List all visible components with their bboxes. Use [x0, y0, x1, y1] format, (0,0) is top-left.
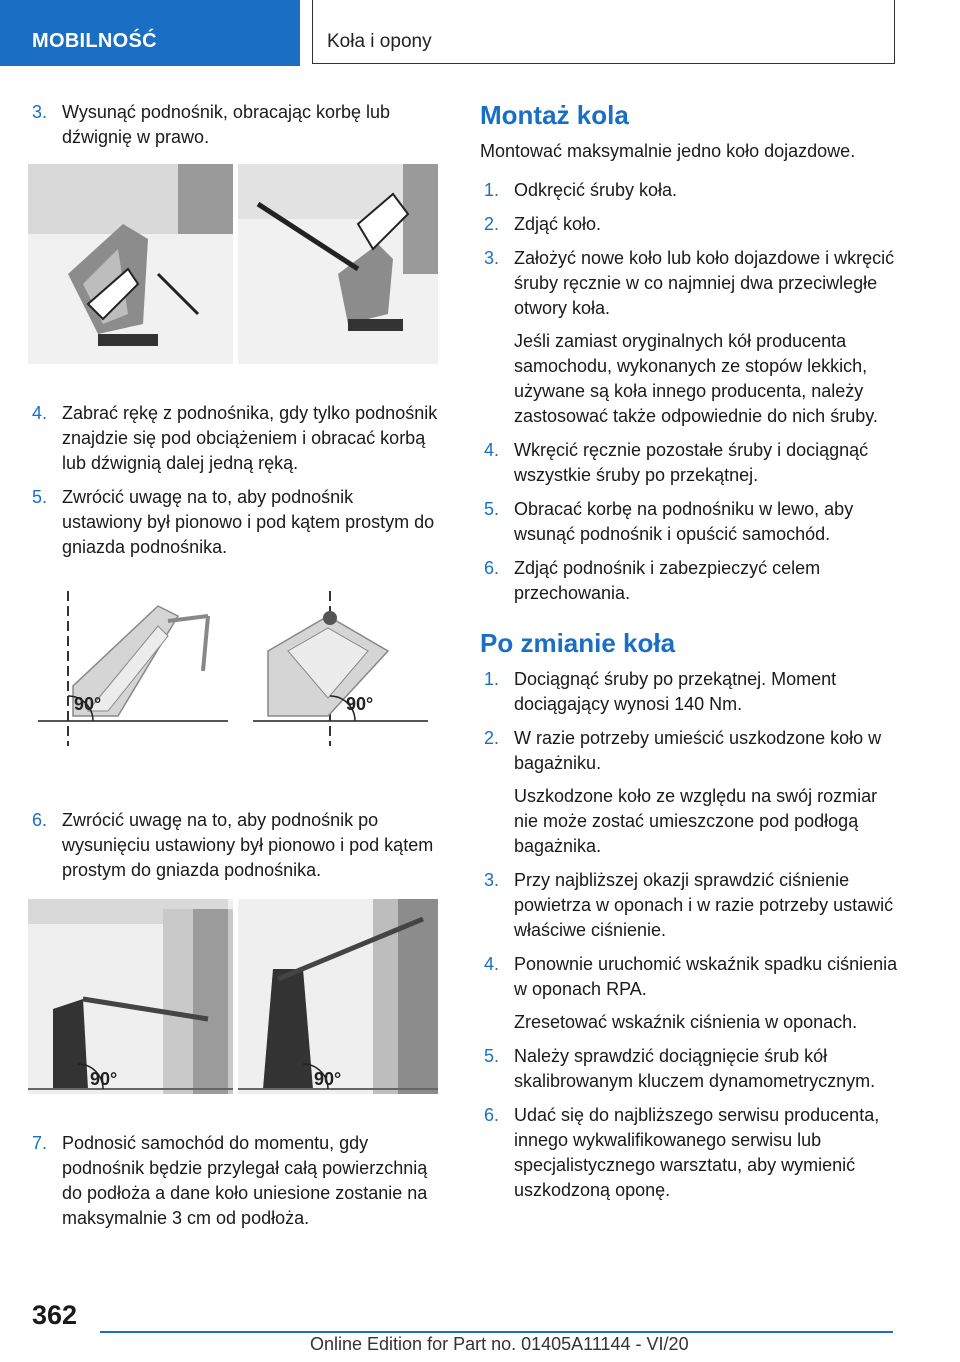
list-item [480, 212, 900, 237]
step-text: Zabrać rękę z podnośnika, gdy tylko podnośnik znajdzie się pod obciążeniem i obracać korbą lub dźwignią dalej jedną ręką. [62, 403, 438, 473]
jack-raise-illustration [28, 899, 438, 1094]
step-list [480, 178, 900, 606]
list-item [28, 1131, 438, 1231]
list-item [480, 868, 900, 943]
step-list [28, 808, 438, 883]
list-item [480, 667, 900, 717]
page-header [0, 0, 960, 66]
step-text: Zdjąć koło. [514, 214, 602, 234]
step-text: Udać się do najbliższego serwisu producenta, innego wykwalifikowanego serwisu lub specjalistycznego warsztatu, aby wymienić uszkodzoną oponę. [514, 1105, 880, 1200]
step-number: 4. [32, 403, 48, 423]
list-item [480, 178, 900, 203]
step-text: Odkręcić śruby koła. [514, 180, 678, 200]
step-number: 3. [484, 248, 500, 268]
angle-label: 90° [346, 694, 374, 714]
step-number: 2. [484, 214, 500, 234]
jack-crank-figure [28, 164, 438, 379]
footer-rule [100, 1331, 893, 1333]
step-text: W razie potrzeby umieścić uszkodzone koło w bagażniku. [514, 728, 882, 773]
page-number: 362 [32, 1300, 78, 1330]
mount-heading: Montaż kola [480, 100, 629, 130]
right-column [480, 100, 900, 1212]
angle-label: 90° [74, 694, 102, 714]
list-item [480, 246, 900, 429]
step-number: 6. [484, 558, 500, 578]
step-number: 3. [32, 102, 48, 122]
list-item [480, 1103, 900, 1203]
list-item [28, 485, 438, 560]
step-number: 3. [484, 870, 500, 890]
list-item [480, 438, 900, 488]
list-item [480, 497, 900, 547]
step-list [28, 1131, 438, 1231]
list-item [28, 100, 438, 150]
step-text: Podnosić samochód do momentu, gdy podnośnik będzie przylegał całą powierzchnią do podłoża a dane koło uniesione zostanie na maksymalnie 3 cm od podłoża. [62, 1133, 428, 1228]
edition-note: Online Edition for Part no. 01405A11144 - VI/20 [310, 1334, 689, 1354]
chapter-title: Koła i opony [312, 0, 895, 64]
step-text: Przy najbliższej okazji sprawdzić ciśnienie powietrza w oponach i w razie potrzeby ustawić właściwe ciśnienie. [514, 870, 894, 940]
step-note: Uszkodzone koło ze względu na swój rozmiar nie może zostać umieszczone pod podłogą bagażnika. [514, 786, 878, 856]
jack-raise-figure [28, 899, 438, 1109]
step-text: Wkręcić ręcznie pozostałe śruby i dociągnąć wszystkie śruby po przekątnej. [514, 440, 869, 485]
list-item [28, 808, 438, 883]
list-item [480, 556, 900, 606]
angle-label: 90° [90, 1069, 118, 1089]
step-number: 1. [484, 669, 500, 689]
section-title: MOBILNOŚĆ [0, 0, 300, 66]
step-text: Zwrócić uwagę na to, aby podnośnik po wysunięciu ustawiony był pionowo i pod kątem prostym do gniazda podnośnika. [62, 810, 434, 880]
step-number: 5. [32, 487, 48, 507]
step-text: Obracać korbę na podnośniku w lewo, aby wsunąć podnośnik i opuścić samochód. [514, 499, 854, 544]
step-list [480, 667, 900, 1203]
jack-angle-illustration [28, 586, 438, 756]
angle-label: 90° [314, 1069, 342, 1089]
step-number: 1. [484, 180, 500, 200]
mount-intro: Montować maksymalnie jedno koło dojazdowe. [480, 141, 856, 161]
step-number: 4. [484, 954, 500, 974]
step-note: Jeśli zamiast oryginalnych kół producenta samochodu, wykonanych ze stopów lekkich, używane są koła innego producenta, należy zastosować także odpowiednie do nich śruby. [514, 331, 878, 426]
list-item [480, 952, 900, 1035]
step-number: 4. [484, 440, 500, 460]
list-item [28, 401, 438, 476]
after-heading: Po zmianie koła [480, 628, 676, 658]
step-list [28, 401, 438, 560]
jack-crank-illustration [28, 164, 438, 364]
left-column [28, 100, 438, 1240]
step-text: Należy sprawdzić dociągnięcie śrub kół skalibrowanym kluczem dynamometrycznym. [514, 1046, 876, 1091]
list-item [480, 726, 900, 859]
step-list [28, 100, 438, 150]
step-text: Zwrócić uwagę na to, aby podnośnik ustawiony był pionowo i pod kątem prostym do gniazda podnośnika. [62, 487, 435, 557]
jack-angle-figure [28, 586, 438, 786]
step-number: 7. [32, 1133, 48, 1153]
step-number: 2. [484, 728, 500, 748]
step-text: Wysunąć podnośnik, obracając korbę lub dźwignię w prawo. [62, 102, 391, 147]
step-text: Dociągnąć śruby po przekątnej. Moment dociągający wynosi 140 Nm. [514, 669, 837, 714]
step-text: Ponownie uruchomić wskaźnik spadku ciśnienia w oponach RPA. [514, 954, 898, 999]
step-note: Zresetować wskaźnik ciśnienia w oponach. [514, 1012, 858, 1032]
step-number: 6. [32, 810, 48, 830]
step-number: 6. [484, 1105, 500, 1125]
step-number: 5. [484, 1046, 500, 1066]
step-text: Zdjąć podnośnik i zabezpieczyć celem przechowania. [514, 558, 821, 603]
step-number: 5. [484, 499, 500, 519]
list-item [480, 1044, 900, 1094]
step-text: Założyć nowe koło lub koło dojazdowe i wkręcić śruby ręcznie w co najmniej dwa przeciwległe otwory koła. [514, 248, 895, 318]
